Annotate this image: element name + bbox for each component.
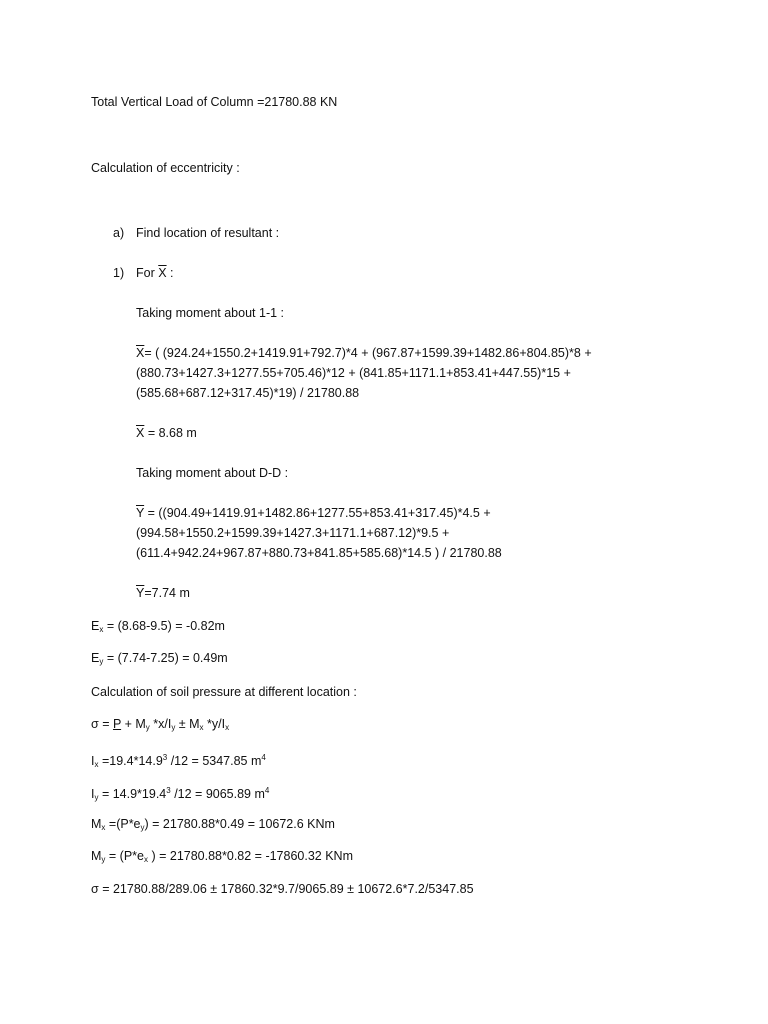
iy-symbol: I xyxy=(91,787,95,801)
sigma-sub: y xyxy=(171,723,176,732)
moment-1-1-heading: Taking moment about 1-1 : xyxy=(136,306,284,320)
my-subscript: y xyxy=(101,855,106,864)
x-result xyxy=(136,425,197,441)
x-bar-symbol: $\overline{X}$ xyxy=(136,426,145,440)
mx-part: =(P*e xyxy=(105,817,141,831)
moment-d-d-heading: Taking moment about D-D : xyxy=(136,466,289,480)
ex-symbol: E xyxy=(91,619,100,633)
ix-superscript: 3 xyxy=(162,753,168,762)
x-bar-symbol: $\overline{X}$ xyxy=(136,346,145,360)
item-a-text: Find location of resultant : xyxy=(136,226,280,240)
mx-part: ) = 21780.88*0.49 = 10672.6 KNm xyxy=(144,817,335,831)
iy-superscript: 3 xyxy=(166,786,171,795)
total-load-line: Total Vertical Load of Column =21780.88 KN xyxy=(91,95,338,109)
item-1-text xyxy=(136,265,174,281)
sigma-final-line: σ = 21780.88/289.06 ± 17860.32*9.7/9065.89 ± 10672.6*7.2/5347.85 xyxy=(91,882,474,896)
my-symbol: M xyxy=(91,849,102,863)
y-bar-symbol: $\overline{Y}$ xyxy=(136,586,145,600)
sigma-sub: x xyxy=(199,723,204,732)
ix-part: =19.4*14.9 xyxy=(98,754,163,768)
mx-subscript: x xyxy=(101,823,106,832)
sigma-part: ± M xyxy=(175,717,200,731)
y-result xyxy=(136,585,190,601)
y-equation-line-3: (611.4+942.24+967.87+880.73+841.85+585.68)*14.5 ) / 21780.88 xyxy=(136,546,502,560)
ix-unit-superscript: 4 xyxy=(261,753,266,762)
y-equation-line-2: (994.58+1550.2+1599.39+1427.3+1171.1+687.12)*9.5 + xyxy=(136,526,450,540)
my-line xyxy=(91,848,353,868)
y-equation-text: = ((904.49+1419.91+1482.86+1277.55+853.41+317.45)*4.5 + xyxy=(144,506,491,520)
mx-symbol: M xyxy=(91,817,102,831)
my-subscript: x xyxy=(143,855,148,864)
soil-pressure-heading: Calculation of soil pressure at different location : xyxy=(91,685,357,699)
x-bar-symbol: $\overline{X}$ xyxy=(158,266,167,280)
my-part: = (P*e xyxy=(105,849,144,863)
sigma-sub: x xyxy=(225,723,230,732)
mx-line xyxy=(91,816,335,836)
x-equation-line-2: (880.73+1427.3+1277.55+705.46)*12 + (841.85+1171.1+853.41+447.55)*15 + xyxy=(136,366,571,380)
item-1-prefix: For xyxy=(136,266,159,280)
iy-line xyxy=(91,783,269,806)
ey-symbol: E xyxy=(91,651,100,665)
item-1-marker: 1) xyxy=(113,266,125,280)
sigma-p: P xyxy=(112,717,122,731)
iy-part: /12 = 9065.89 m xyxy=(170,787,265,801)
my-part: ) = 21780.88*0.82 = -17860.32 KNm xyxy=(147,849,353,863)
y-bar-symbol: $\overline{Y}$ xyxy=(136,506,145,520)
ex-subscript: x xyxy=(99,625,104,634)
x-equation-text: = ( (924.24+1550.2+1419.91+792.7)*4 + (967.87+1599.39+1482.86+804.85)*8 + xyxy=(144,346,592,360)
ex-line xyxy=(91,618,225,638)
iy-unit-superscript: 4 xyxy=(264,786,270,795)
x-result-text: = 8.68 m xyxy=(144,426,197,440)
sigma-formula xyxy=(91,716,229,736)
item-a-marker: a) xyxy=(113,226,125,240)
ix-part: /12 = 5347.85 m xyxy=(167,754,262,768)
y-equation-line-1 xyxy=(136,505,491,521)
ey-value: = (7.74-7.25) = 0.49m xyxy=(103,651,228,665)
iy-subscript: y xyxy=(94,793,99,802)
ix-line xyxy=(91,750,266,773)
x-equation-line-1 xyxy=(136,345,592,361)
ey-line xyxy=(91,650,228,670)
calc-eccentricity-heading: Calculation of eccentricity : xyxy=(91,161,240,175)
item-1-suffix: : xyxy=(166,266,174,280)
ix-subscript: x xyxy=(94,760,99,769)
ix-symbol: I xyxy=(91,754,95,768)
mx-subscript: y xyxy=(140,823,145,832)
sigma-sub: y xyxy=(145,723,150,732)
sigma-prefix: σ = xyxy=(91,717,113,731)
ey-subscript: y xyxy=(99,657,104,666)
ex-value: = (8.68-9.5) = -0.82m xyxy=(103,619,225,633)
iy-part: = 14.9*19.4 xyxy=(98,787,167,801)
sigma-part: *y/I xyxy=(203,717,226,731)
sigma-part: + M xyxy=(121,717,146,731)
y-result-text: =7.74 m xyxy=(144,586,190,600)
sigma-part: *x/I xyxy=(149,717,172,731)
x-equation-line-3: (585.68+687.12+317.45)*19) / 21780.88 xyxy=(136,386,360,400)
